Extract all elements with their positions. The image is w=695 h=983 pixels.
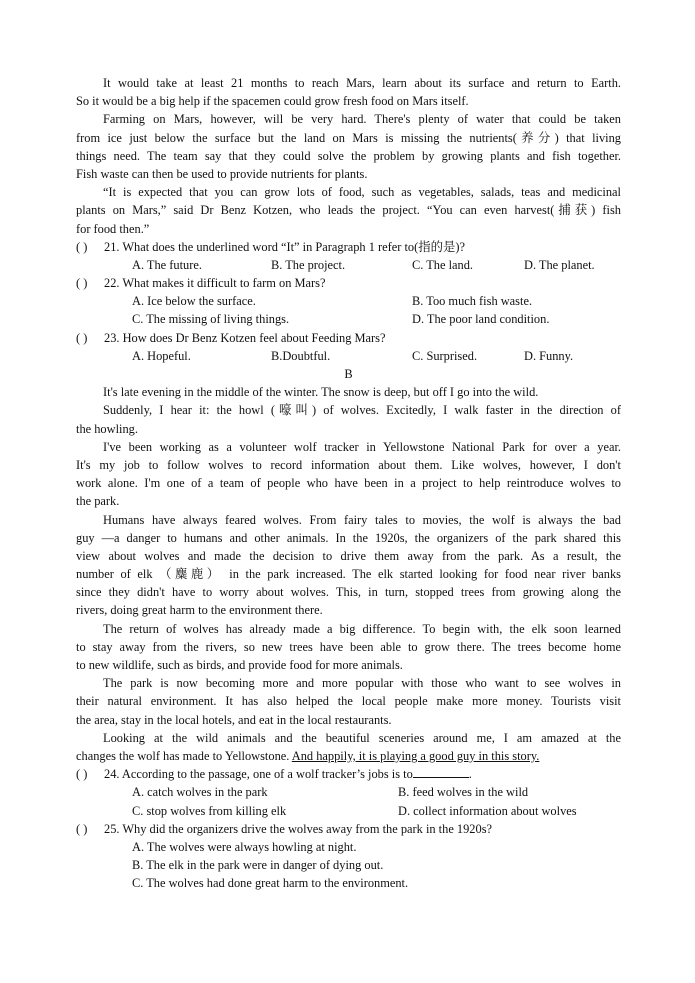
options-row: [76, 347, 621, 365]
option[interactable]: C. The wolves had done great harm to the environment.: [132, 876, 409, 891]
paragraph-line: rivers, doing great harm to the environment there.: [76, 603, 323, 618]
paragraph-line: It's my job to follow wolves to record information about them. Like wolves, however, I don't: [76, 457, 621, 472]
option[interactable]: B. Too much fish waste.: [412, 294, 533, 309]
paragraph-line: from ice just below the surface but the land on Mars is missing the nutrients(养分) that living: [76, 130, 621, 145]
question-stem: 22. What makes it difficult to farm on Mars?: [104, 276, 326, 291]
paragraph-line: number of elk （麋鹿） in the park increased. The elk started looking for food near river banks: [76, 567, 621, 582]
paragraph-line: Fish waste can then be used to provide nutrients for plants.: [76, 166, 368, 181]
question-stem: 24. According to the passage, one of a wolf tracker’s jobs is to: [104, 767, 413, 782]
option[interactable]: D. The planet.: [524, 257, 595, 272]
question-23: [76, 329, 621, 347]
paragraph-line: plants on Mars,” said Dr Benz Kotzen, who leads the project. “You can even harvest(捕获) fish: [76, 203, 621, 218]
paragraph-line: So it would be a big help if the spacemen could grow fresh food on Mars itself.: [76, 94, 469, 109]
passage-a: [76, 74, 621, 238]
paragraph-line: The return of wolves has already made a big difference. To begin with, the elk soon learned: [103, 621, 621, 636]
question-stem: 25. Why did the organizers drive the wolves away from the park in the 1920s?: [104, 821, 493, 836]
passage-b: [76, 383, 621, 765]
exam-page: [76, 74, 621, 892]
option[interactable]: A. The wolves were always howling at night.: [132, 839, 357, 854]
option[interactable]: B. The project.: [271, 257, 346, 272]
paragraph-line: The park is now becoming more and more popular with those who want to see wolves in: [103, 676, 621, 691]
paragraph-line: their natural environment. It has also helped the local people make more money. Tourists visit: [76, 694, 621, 709]
paragraph-line: for food then.”: [76, 221, 150, 236]
answer-paren[interactable]: ( ): [76, 821, 88, 836]
paragraph-line: Farming on Mars, however, will be very hard. There's plenty of water that could be taken: [103, 112, 621, 127]
paragraph-line: I've been working as a volunteer wolf tracker in Yellowstone National Park for over a year.: [103, 439, 621, 454]
paragraph-line: Suddenly, I hear it: the howl (嚎叫) of wolves. Excitedly, I walk faster in the direction of: [103, 403, 621, 418]
answer-blank[interactable]: [413, 765, 469, 778]
paragraph-line: Looking at the wild animals and the beautiful sceneries around me, I am amazed at the: [103, 730, 621, 745]
option[interactable]: A. Ice below the surface.: [132, 294, 256, 309]
paragraph-line: to new wildlife, such as birds, and provide food for more animals.: [76, 658, 403, 672]
paragraph-line: “It is expected that you can grow lots of food, such as vegetables, salads, teas and medicinal: [103, 185, 621, 200]
section-b-heading: B: [344, 367, 353, 381]
option[interactable]: D. Funny.: [524, 348, 574, 363]
question-stem-end: .: [468, 767, 472, 782]
paragraph-line: Humans have always feared wolves. From fairy tales to movies, the wolf is always the bad: [103, 512, 621, 527]
question-stem: 23. How does Dr Benz Kotzen feel about Feeding Mars?: [104, 330, 386, 345]
question-21: [76, 238, 621, 256]
paragraph-line: the howling.: [76, 421, 138, 436]
options-row: [76, 256, 621, 274]
options-row: [76, 310, 621, 328]
answer-paren[interactable]: ( ): [76, 767, 88, 782]
paragraph-line: since they didn't have to worry about wolves. This, in turn, stopped trees from growing along the: [76, 585, 621, 600]
paragraph-line: It's late evening in the middle of the winter. The snow is deep, but off I go into the wild.: [103, 385, 539, 400]
paragraph-line: guy —a danger to humans and other animals. In the 1920s, the organizers of the park shared this: [76, 530, 621, 545]
option[interactable]: D. collect information about wolves: [398, 803, 577, 818]
paragraph-line: to stay away from the rivers, so new trees have been able to grow there. The trees become home: [76, 639, 621, 654]
option[interactable]: B.Doubtful.: [271, 348, 331, 363]
options-row: [76, 783, 621, 801]
paragraph-line: the area, stay in the local hotels, and eat in the local restaurants.: [76, 712, 392, 727]
option[interactable]: B. The elk in the park were in danger of dying out.: [132, 858, 384, 873]
answer-paren[interactable]: ( ): [76, 330, 88, 345]
option[interactable]: C. The missing of living things.: [132, 312, 290, 327]
paragraph-line: [76, 747, 621, 765]
paragraph-line: view about wolves and made the decision to drive them away from the park. As a result, the: [76, 548, 621, 563]
option[interactable]: A. The future.: [132, 257, 202, 272]
underlined-sentence: And happily, it is playing a good guy in this story.: [291, 748, 540, 763]
question-stem: 21. What does the underlined word “It” in Paragraph 1 refer to(指的是)?: [104, 239, 466, 254]
options-row: [76, 292, 621, 310]
paragraph-line: the park.: [76, 494, 120, 509]
option[interactable]: C. The land.: [412, 257, 474, 272]
option[interactable]: D. The poor land condition.: [412, 312, 550, 327]
question-24: [76, 765, 621, 783]
plain-text: changes the wolf has made to Yellowstone.: [76, 748, 292, 763]
paragraph-line: work alone. I'm one of a team of people who have been in a project to help reintroduce wolves to: [76, 476, 621, 491]
answer-paren[interactable]: ( ): [76, 276, 88, 291]
option[interactable]: C. stop wolves from killing elk: [132, 803, 287, 818]
option[interactable]: A. catch wolves in the park: [132, 785, 268, 800]
paragraph-line: It would take at least 21 months to reach Mars, learn about its surface and return to Earth.: [103, 76, 621, 90]
answer-paren[interactable]: ( ): [76, 239, 88, 254]
option[interactable]: C. Surprised.: [412, 348, 478, 363]
option[interactable]: A. Hopeful.: [132, 348, 191, 363]
question-25: [76, 820, 621, 838]
question-22: [76, 274, 621, 292]
options-row: [76, 802, 621, 820]
paragraph-line: things need. The team say that they could solve the problem by growing plants and fish together.: [76, 148, 621, 163]
option[interactable]: B. feed wolves in the wild: [398, 785, 529, 800]
questions-b: [76, 765, 621, 892]
questions-a: [76, 238, 621, 365]
